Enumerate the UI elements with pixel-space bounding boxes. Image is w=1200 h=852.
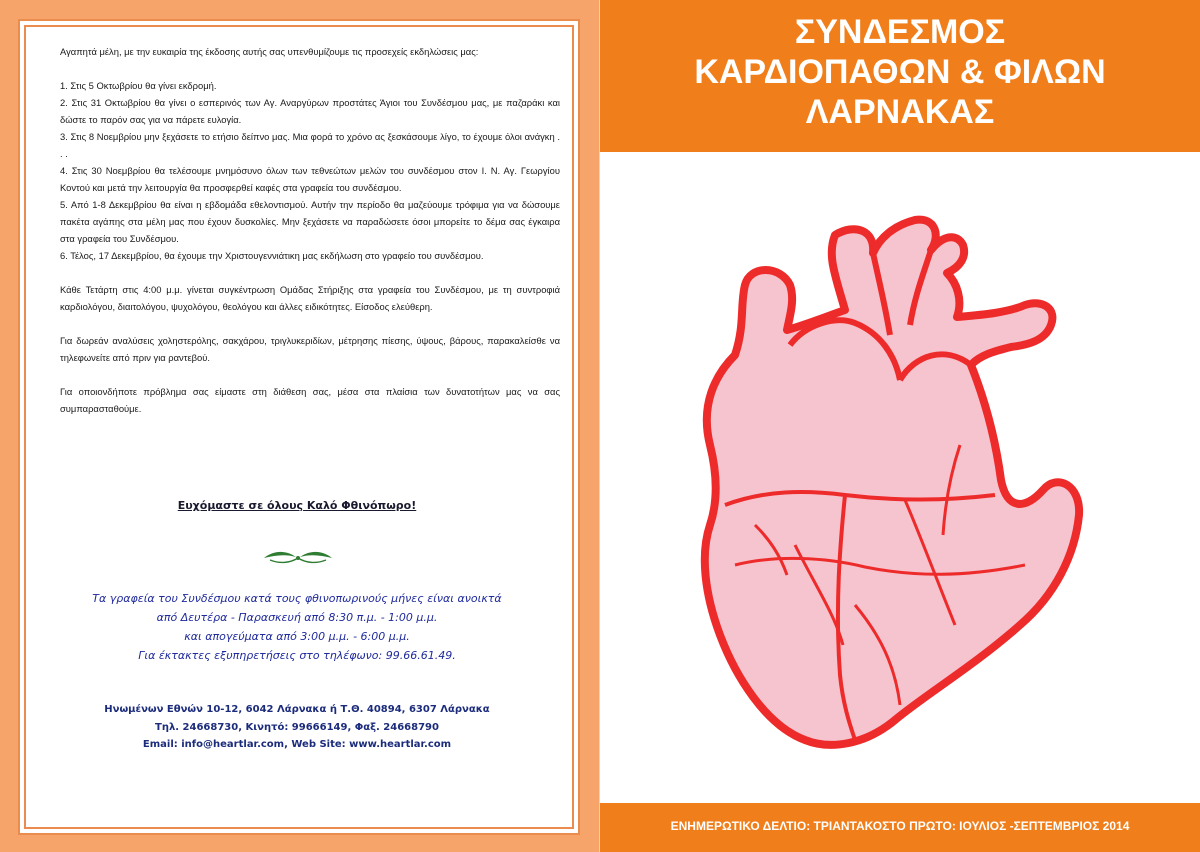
spacer bbox=[60, 366, 560, 383]
event-item-4: 4. Στις 30 Νοεμβρίου θα τελέσουμε μνημόσυνο όλων των τεθνεώτων μελών του συνδέσμου στον Ι. Ν. Αγ. Γεωργίου Κοντού και μετά την λειτουργία θα προσφερθεί καφές στα γραφεία του συνδέσμου. bbox=[60, 165, 560, 193]
autumn-wish: Ευχόμαστε σε όλους Καλό Φθινόπωρο! bbox=[177, 499, 417, 512]
office-hours bbox=[20, 589, 574, 665]
right-page bbox=[600, 0, 1200, 852]
hours-line-1: Τα γραφεία του Συνδέσμου κατά τους φθινοπωρινούς μήνες είναι ανοικτά bbox=[92, 592, 502, 605]
free-tests-paragraph: Για δωρεάν αναλύσεις χοληστερόλης, σακχάρου, τριγλυκεριδίων, μέτρησης πίεσης, ύψους, βάρους, παρακαλείσθε να τηλεφωνείτε από πριν για ραντεβού. bbox=[60, 335, 560, 363]
spacer bbox=[60, 264, 560, 281]
title-line-3: ΛΑΡΝΑΚΑΣ bbox=[805, 93, 995, 131]
hours-line-3: και απογεύματα από 3:00 μ.μ. - 6:00 μ.μ. bbox=[184, 630, 410, 643]
event-item-1: 1. Στις 5 Οκτωβρίου θα γίνει εκδρομή. bbox=[60, 80, 217, 91]
text-frame bbox=[18, 19, 580, 835]
spacer bbox=[60, 315, 560, 332]
event-item-3: 3. Στις 8 Νοεμβρίου μην ξεχάσετε το ετήσιο δείπνο μας. Μια φορά το χρόνο ας ξεσκάσουμε λίγο, το έχουμε όλοι ανάγκη . . . bbox=[60, 131, 560, 159]
intro-paragraph: Αγαπητά μέλη, με την ευκαιρία της έκδοσης αυτής σας υπενθυμίζουμε τις προσεχείς εκδηλώσεις μας: bbox=[60, 46, 479, 57]
event-item-5: 5. Από 1-8 Δεκεμβρίου θα είναι η εβδομάδα εθελοντισμού. Αυτήν την περίοδο θα μαζεύουμε τρόφιμα για να δώσουμε πακέτα αγάπης στα μέλη μας που έχουν δυσκολίες. Μην ξεχάσετε να παραδώσετε όσοι μπορείτε το δέμα σας έγκαιρα στα γραφεία του Συνδέσμου. bbox=[60, 199, 560, 244]
contact-info bbox=[20, 701, 574, 754]
association-title bbox=[600, 12, 1200, 132]
announcements bbox=[60, 43, 560, 417]
event-item-2: 2. Στις 31 Οκτωβρίου θα γίνει ο εσπερινός των Αγ. Αναργύρων προστάτες Άγιοι του Συνδέσμου μας, με παζαράκι και δώστε το παρόν σας για να πάρετε ευλογία. bbox=[60, 97, 560, 125]
hours-line-2: από Δευτέρα - Παρασκευή από 8:30 π.μ. - 1:00 μ.μ. bbox=[156, 611, 438, 624]
email-web-line: Email: info@heartlar.com, Web Site: www.heartlar.com bbox=[142, 739, 452, 750]
support-group-paragraph: Κάθε Τετάρτη στις 4:00 μ.μ. γίνεται συγκέντρωση Ομάδας Στήριξης στα γραφεία του Συνδέσμου, με τη συντροφιά καρδιολόγου, διαιτολόγου, ψυχολόγου, θεολόγου και άλλες ειδικότητες. Είσοδος ελεύθερη. bbox=[60, 284, 560, 312]
phone-line: Τηλ. 24668730, Κινητό: 99666149, Φαξ. 24668790 bbox=[155, 721, 439, 733]
spacer bbox=[60, 60, 560, 77]
title-line-2: ΚΑΡΔΙΟΠΑΘΩΝ & ΦΙΛΩΝ bbox=[694, 53, 1106, 91]
hours-line-4: Για έκτακτες εξυπηρετήσεις στο τηλέφωνο: 99.66.61.49. bbox=[138, 649, 456, 662]
issue-band bbox=[600, 803, 1200, 852]
title-band bbox=[600, 0, 1200, 152]
closing-paragraph: Για οποιονδήποτε πρόβλημα σας είμαστε στη διάθεση σας, μέσα στα πλαίσια των δυνατοτήτων μας να σας συμπαρασταθούμε. bbox=[60, 386, 560, 414]
leaf-ornament-icon bbox=[260, 546, 336, 566]
address-line: Ηνωμένων Εθνών 10-12, 6042 Λάρνακα ή Τ.Θ. 40894, 6307 Λάρνακα bbox=[104, 704, 490, 715]
event-item-6: 6. Τέλος, 17 Δεκεμβρίου, θα έχουμε την Χριστουγεννιάτικη μας εκδήλωση στο γραφείο του συνδέσμου. bbox=[60, 250, 484, 261]
issue-info: ΕΝΗΜΕΡΩΤΙΚΟ ΔΕΛΤΙΟ: ΤΡΙΑΝΤΑΚΟΣΤΟ ΠΡΩΤΟ: ΙΟΥΛΙΟΣ -ΣΕΠΤΕΜΒΡΙΟΣ 2014 bbox=[670, 819, 1130, 833]
heart-illustration-icon bbox=[695, 205, 1115, 765]
title-line-1: ΣΥΝΔΕΣΜΟΣ bbox=[794, 13, 1006, 51]
